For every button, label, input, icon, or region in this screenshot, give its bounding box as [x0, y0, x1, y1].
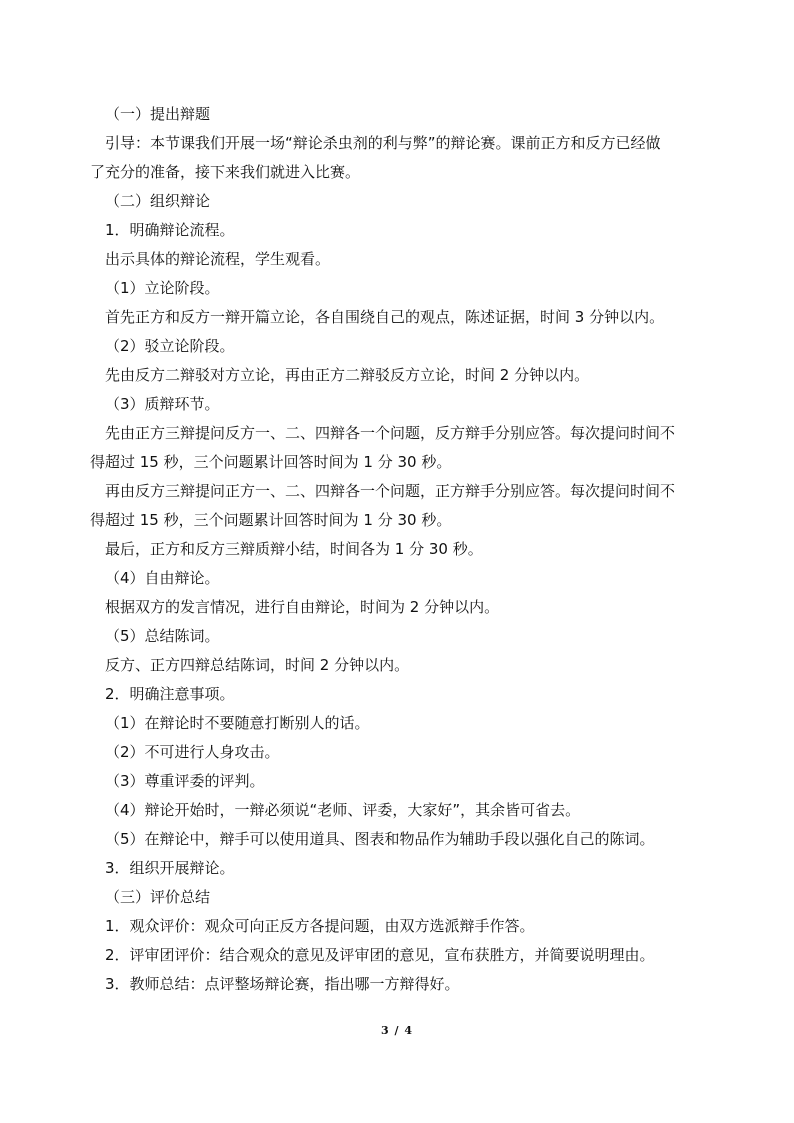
paragraph-questioning-2-line-2: 得超过 15 秒，三个问题累计回答时间为 1 分 30 秒。 [90, 511, 452, 529]
item-closing-statement: （5）总结陈词。 [105, 627, 220, 645]
paragraph-rebuttal-stage: 先由反方二辩驳对方立论，再由正方二辩驳反方立论，时间 2 分钟以内。 [105, 366, 590, 384]
paragraph-questioning-summary: 最后，正方和反方三辩质辩小结，时间各为 1 分 30 秒。 [105, 540, 483, 558]
document-body [90, 100, 715, 999]
section-heading-3: （三）评价总结 [105, 888, 211, 906]
item-opening-stage: （1）立论阶段。 [105, 279, 220, 297]
item-rebuttal-stage: （2）驳立论阶段。 [105, 337, 235, 355]
note-item-5: （5）在辩论中，辩手可以使用道具、图表和物品作为辅助手段以强化自己的陈词。 [105, 830, 655, 848]
paragraph-closing-statement: 反方、正方四辩总结陈词，时间 2 分钟以内。 [105, 656, 410, 674]
paragraph-show-process: 出示具体的辩论流程，学生观看。 [105, 250, 331, 268]
evaluation-item-3: 3．教师总结：点评整场辩论赛，指出哪一方辩得好。 [105, 975, 460, 993]
note-item-4: （4）辩论开始时，一辩必须说“老师、评委，大家好”，其余皆可省去。 [105, 801, 581, 819]
note-item-3: （3）尊重评委的评判。 [105, 772, 265, 790]
page-number: 3 / 4 [381, 1024, 413, 1037]
subheading-notes: 2．明确注意事项。 [105, 685, 235, 703]
evaluation-item-1: 1．观众评价：观众可向正反方各提问题，由双方选派辩手作答。 [105, 917, 535, 935]
paragraph-questioning-1-line-2: 得超过 15 秒，三个问题累计回答时间为 1 分 30 秒。 [90, 453, 452, 471]
section-heading-2: （二）组织辩论 [105, 192, 211, 210]
paragraph-opening-stage: 首先正方和反方一辩开篇立论，各自围绕自己的观点，陈述证据，时间 3 分钟以内。 [105, 308, 665, 326]
subheading-debate-process: 1．明确辩论流程。 [105, 221, 235, 239]
paragraph-questioning-2-line-1: 再由反方三辩提问正方一、二、四辩各一个问题，正方辩手分别应答。每次提问时间不 [105, 482, 676, 500]
item-free-debate: （4）自由辩论。 [105, 569, 220, 587]
section-heading-1: （一）提出辩题 [105, 105, 211, 123]
paragraph-intro-line-1: 引导：本节课我们开展一场“辩论杀虫剂的利与弊”的辩论赛。课前正方和反方已经做 [105, 134, 661, 152]
note-item-2: （2）不可进行人身攻击。 [105, 743, 280, 761]
paragraph-intro-line-2: 了充分的准备，接下来我们就进入比赛。 [90, 163, 361, 181]
paragraph-questioning-1-line-1: 先由正方三辩提问反方一、二、四辩各一个问题，反方辩手分别应答。每次提问时间不 [105, 424, 676, 442]
item-questioning-stage: （3）质辩环节。 [105, 395, 220, 413]
subheading-organize-debate: 3．组织开展辩论。 [105, 859, 235, 877]
note-item-1: （1）在辩论时不要随意打断别人的话。 [105, 714, 370, 732]
paragraph-free-debate: 根据双方的发言情况，进行自由辩论，时间为 2 分钟以内。 [105, 598, 500, 616]
evaluation-item-2: 2．评审团评价：结合观众的意见及评审团的意见，宣布获胜方，并简要说明理由。 [105, 946, 655, 964]
